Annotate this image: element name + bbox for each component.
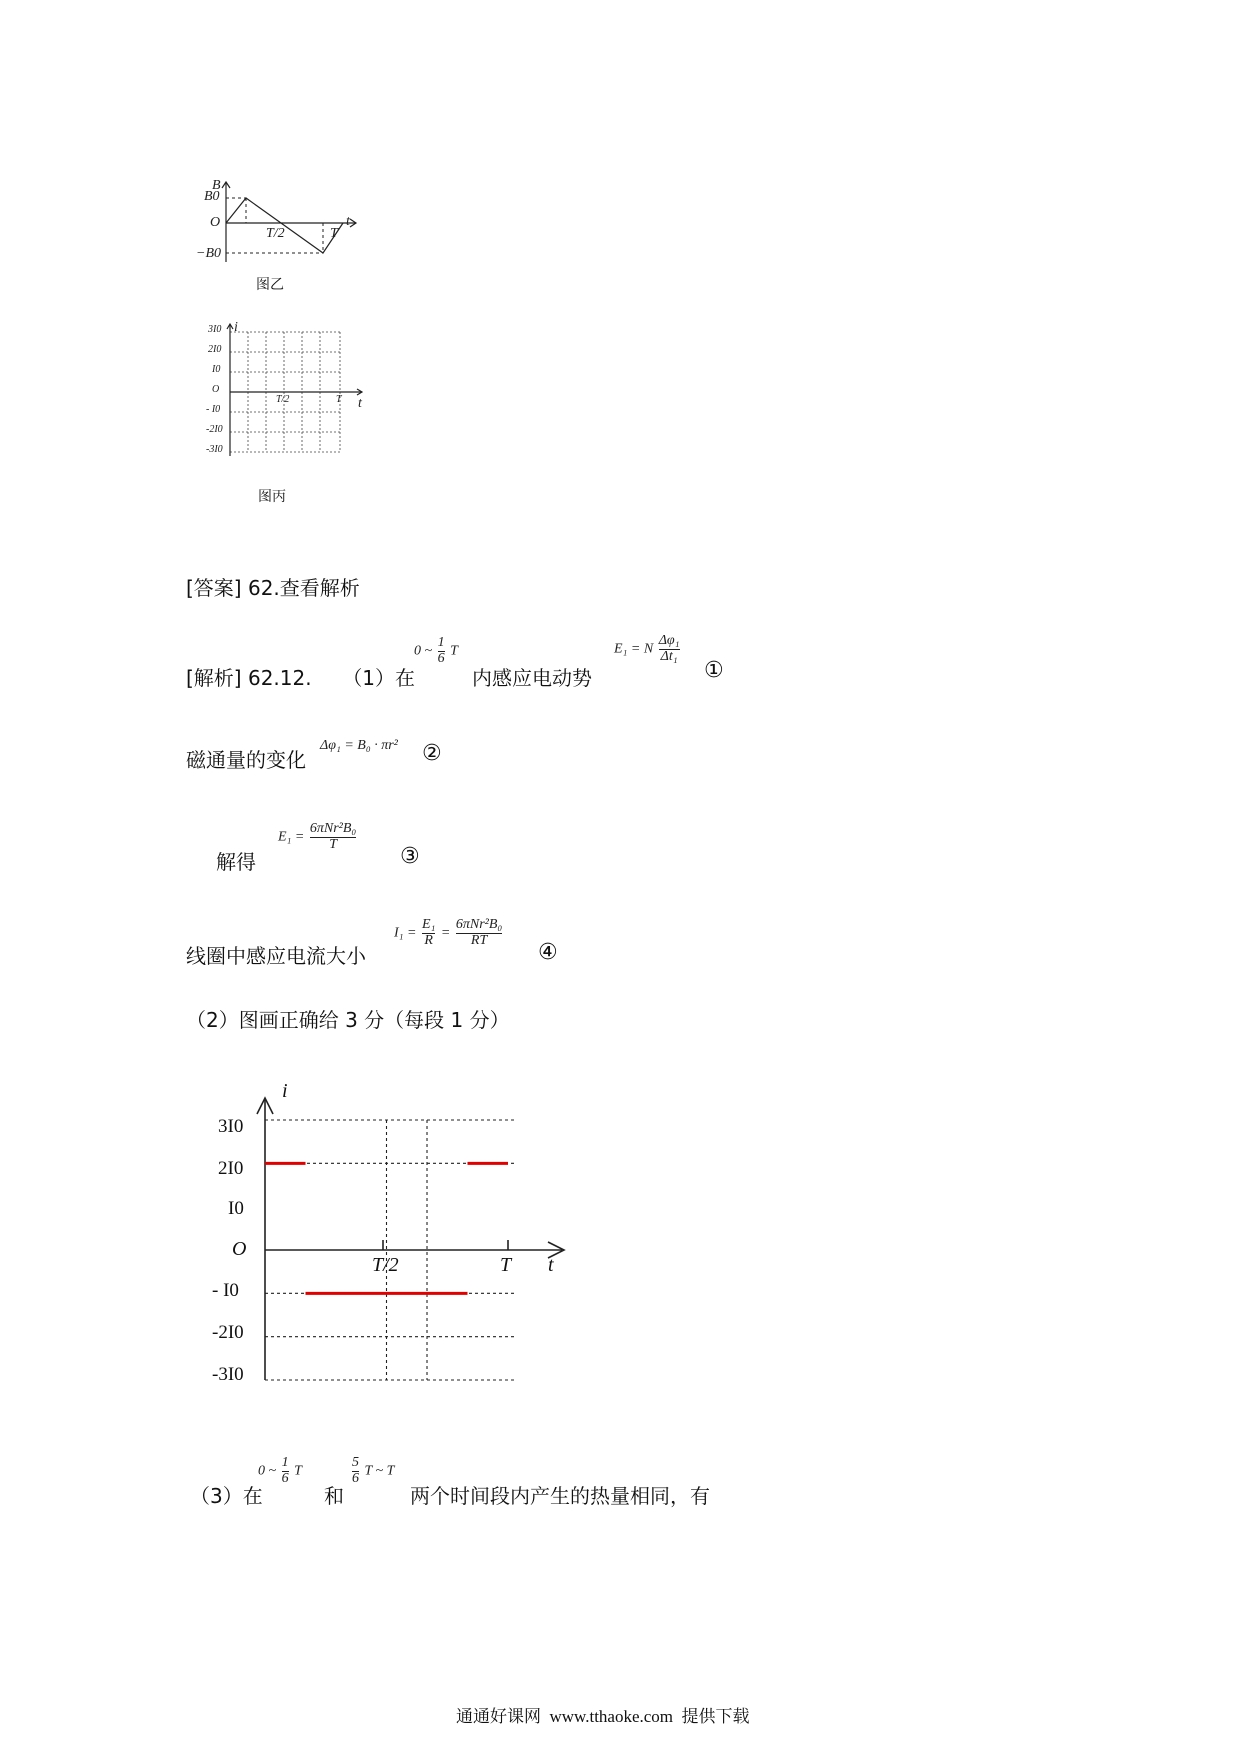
figure-c-xtick-half: T/2 [276, 394, 290, 405]
xtick-t: T [500, 1254, 512, 1276]
figure-c-xtick-t: T [336, 394, 342, 405]
figure-c-ytick-neg2: -2I0 [206, 424, 223, 435]
figure-c-grid [222, 322, 372, 462]
ytick-2i0: 2I0 [218, 1158, 244, 1179]
emf-text: 内感应电动势 [472, 666, 592, 690]
answer-chart-ylabel: i [282, 1080, 288, 1102]
figure-c-ylabel: i [234, 320, 238, 335]
part1-intro: （1）在 [342, 666, 416, 690]
figure-c-caption: 图丙 [258, 489, 286, 505]
figure-b-graph [198, 178, 368, 268]
part3-text: 两个时间段内产生的热量相同，有 [410, 1484, 710, 1508]
footer-text: 通通好课网 www.tthaoke.com 提供下载 [456, 1707, 750, 1726]
flux-text: 磁通量的变化 [186, 748, 306, 772]
ytick-i0: I0 [228, 1198, 244, 1219]
analysis-label: [解析] [186, 666, 242, 690]
circled-2: ② [422, 741, 442, 766]
analysis-label-line [186, 662, 415, 691]
answer-chart [190, 1080, 590, 1400]
figure-c-ytick-neg1: - I0 [206, 404, 221, 415]
answer-text: 62.查看解析 [247, 576, 360, 600]
answer-chart-xlabel: t [548, 1254, 554, 1276]
part3-and: 和 [324, 1484, 344, 1508]
ytick-3i0: 3I0 [218, 1116, 244, 1137]
part3-intro: （3）在 [190, 1484, 263, 1508]
ytick-neg-i0: - I0 [212, 1280, 239, 1301]
figure-c-ytick-0: O [212, 384, 220, 395]
answer-chart-origin: O [232, 1238, 247, 1260]
answer-label: [答案] [186, 576, 242, 600]
figure-b-ylabel: B [212, 178, 221, 193]
figure-c-xlabel: t [358, 396, 362, 411]
emf-formula: E₁ = N $\frac{\text{Δφ₁}}{\text{Δt₁}}$ [614, 633, 680, 664]
circled-1: ① [704, 658, 724, 683]
figure-c-ytick-3: 3I0 [208, 324, 222, 335]
circled-4: ④ [538, 940, 558, 965]
range-expression-1: 0 ~ $\frac{1}{6}$ T [414, 635, 458, 666]
answer-line [186, 572, 360, 601]
figure-c-ytick-2: 2I0 [208, 344, 222, 355]
figure-b-ytick-origin: O [210, 215, 221, 230]
solve-text: 解得 [216, 850, 256, 874]
flux-formula: Δφ₁ = B₀ · πr² [320, 738, 398, 753]
figure-b-xtick-half: T/2 [266, 226, 285, 241]
i1-formula: I₁ = $\frac{\text{E₁}}{R}$ = $\frac{\text{6πNr²B₀}}{RT}$ [394, 917, 503, 948]
figure-b-xlabel: t [346, 214, 350, 229]
range-expression-2: 0 ~ $\frac{1}{6}$ T [258, 1455, 302, 1486]
analysis-number: 62.12. [247, 666, 312, 690]
figure-b-caption: 图乙 [256, 277, 284, 293]
figure-c-ytick-1: I0 [212, 364, 221, 375]
figure-b-ytick-neg-b0: −B0 [196, 246, 221, 261]
circled-3: ③ [400, 844, 420, 869]
ytick-neg-3i0: -3I0 [212, 1364, 244, 1385]
xtick-half-t: T/2 [372, 1254, 399, 1276]
part2-text: （2）图画正确给 3 分（每段 1 分） [186, 1008, 510, 1032]
figure-b-xtick-t: T [330, 226, 338, 241]
figure-b-ytick-b0: B0 [204, 189, 220, 204]
range-expression-3: $\frac{5}{6}$ T ~ T [352, 1455, 395, 1486]
e1-result-formula: E₁ = $\frac{\text{6πNr²B₀}}{T}$ [278, 821, 357, 852]
ytick-neg-2i0: -2I0 [212, 1322, 244, 1343]
current-text: 线圈中感应电流大小 [186, 944, 366, 968]
figure-c-ytick-neg3: -3I0 [206, 444, 223, 455]
